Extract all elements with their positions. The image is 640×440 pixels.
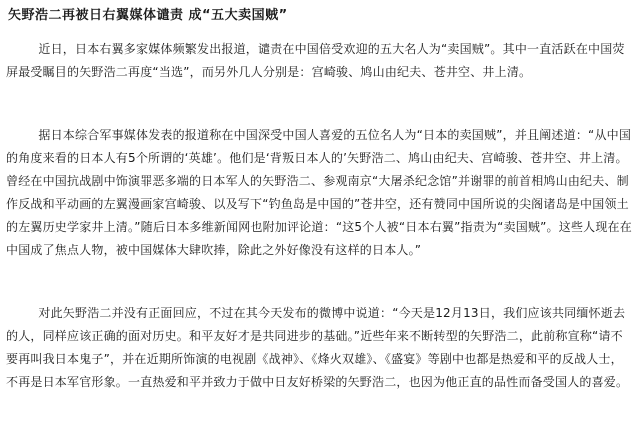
article-headline: 矢野浩二再被日右翼媒体谴责 成“五大卖国贼”: [8, 8, 288, 23]
article-paragraph-1: 近日，日本右翼多家媒体频繁发出报道，谴责在中国倍受欢迎的五大名人为“卖国贼”。其中一直活跃在中国荧屏最受瞩目的矢野浩二再度“当选”，而另外几人分别是：宫崎骏、鸠山由纪夫、苍井空、井上清。: [6, 42, 625, 79]
article-paragraph-3: 对此矢野浩二并没有正面回应，不过在其今天发布的微博中说道：“今天是12月13日，我们应该共同缅怀逝去的人，同样应该正确的面对历史。和平友好才是共同进步的基础。”近些年来不断转型的矢野浩二，此前称宣称“请不要再叫我日本鬼子”，并在近期所饰演的电视剧《战神》、《烽火双雄》、《盛宴》等剧中也都是热爱和平的反战人士，不再是日本军官形象。一直热爱和平并致力于做中日友好桥梁的矢野浩二，也因为他正直的品性而备受国人的喜爱。: [6, 306, 629, 389]
article-paragraph-2: 据日本综合军事媒体发表的报道称在中国深受中国人喜爱的五位名人为“日本的卖国贼”，并且阐述道：“从中国的角度来看的日本人有5个所谓的‘英雄’。他们是‘背叛日本人的’矢野浩二、鸠山由纪夫、宫崎骏、苍井空、井上清。曾经在中国抗战剧中饰演罪恶多端的日本军人的矢野浩二、参观南京“大屠杀纪念馆”并谢罪的前首相鸠山由纪夫、制作反战和平动画的左翼漫画家宫崎骏、以及写下“钓鱼岛是中国的”苍井空，还有赞同中国所说的尖阁诸岛是中国领土的左翼历史学家井上清。”随后日本多维新闻网也附加评论道：“这5个人被“日本右翼”指责为“卖国贼”。这些人现在在中国成了焦点人物，被中国媒体大肆吹捧，除此之外好像没有这样的日本人。”: [6, 128, 632, 257]
